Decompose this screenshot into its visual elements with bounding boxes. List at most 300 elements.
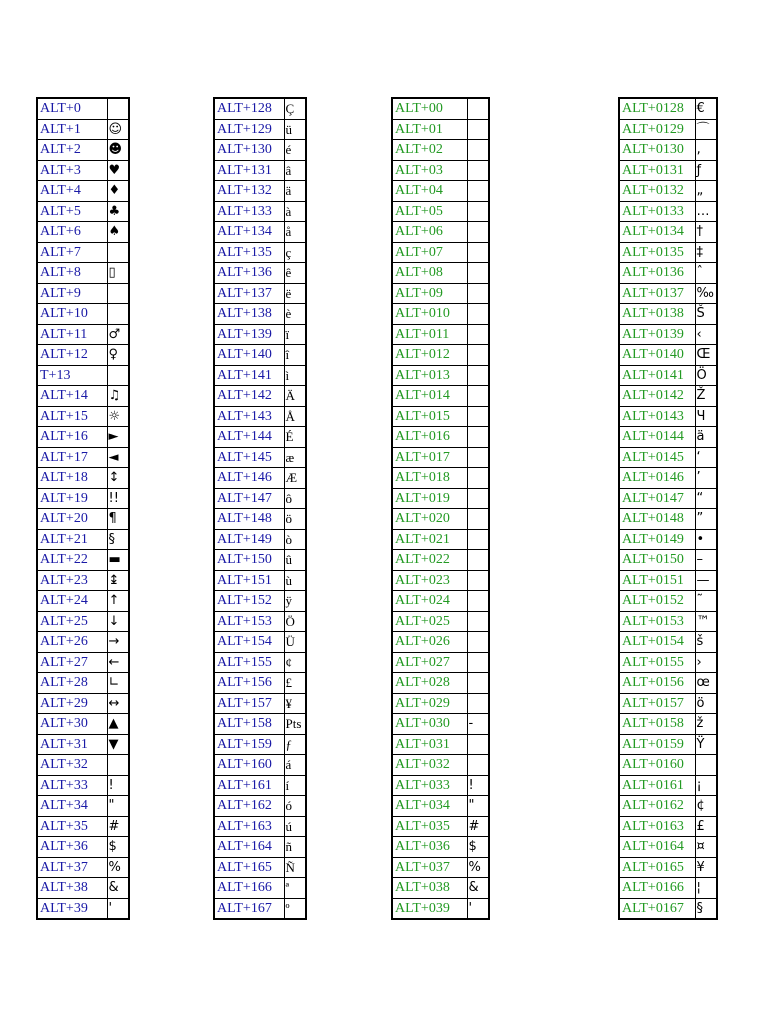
table-row bbox=[214, 611, 306, 632]
character-cell: † bbox=[695, 222, 717, 243]
alt-code-cell: ALT+03 bbox=[392, 160, 467, 181]
character-cell: è bbox=[284, 304, 306, 325]
alt-code-cell: ALT+139 bbox=[214, 324, 284, 345]
character-cell: „ bbox=[695, 181, 717, 202]
character-cell: # bbox=[467, 816, 489, 837]
alt-code-cell: ALT+0160 bbox=[619, 755, 695, 776]
table-row bbox=[214, 898, 306, 919]
character-cell: - bbox=[467, 714, 489, 735]
character-cell: Ä bbox=[284, 386, 306, 407]
character-cell: ☺ bbox=[107, 119, 129, 140]
character-cell: ♀ bbox=[107, 345, 129, 366]
character-cell: ↔ bbox=[107, 693, 129, 714]
alt-code-cell: ALT+05 bbox=[392, 201, 467, 222]
alt-code-cell: ALT+138 bbox=[214, 304, 284, 325]
table-row bbox=[214, 529, 306, 550]
character-cell: û bbox=[284, 550, 306, 571]
alt-code-cell: ALT+011 bbox=[392, 324, 467, 345]
alt-code-cell: ALT+012 bbox=[392, 345, 467, 366]
table-row bbox=[214, 878, 306, 899]
character-cell bbox=[467, 570, 489, 591]
table-row bbox=[214, 652, 306, 673]
table-row bbox=[619, 468, 717, 489]
alt-code-cell: ALT+0131 bbox=[619, 160, 695, 181]
alt-code-cell: ALT+16 bbox=[37, 427, 107, 448]
character-cell: Ч bbox=[695, 406, 717, 427]
table-row bbox=[619, 529, 717, 550]
character-cell: ↨ bbox=[107, 570, 129, 591]
character-cell: ♣ bbox=[107, 201, 129, 222]
table-row bbox=[214, 488, 306, 509]
table-row bbox=[392, 263, 489, 284]
alt-code-cell: ALT+128 bbox=[214, 98, 284, 119]
character-cell: ì bbox=[284, 365, 306, 386]
character-cell: ç bbox=[284, 242, 306, 263]
character-cell: ë bbox=[284, 283, 306, 304]
character-cell bbox=[467, 488, 489, 509]
table-row bbox=[37, 693, 129, 714]
table-row bbox=[37, 734, 129, 755]
character-cell: — bbox=[695, 570, 717, 591]
character-cell: º bbox=[284, 898, 306, 919]
alt-code-cell: ALT+0163 bbox=[619, 816, 695, 837]
alt-code-cell: ALT+0143 bbox=[619, 406, 695, 427]
alt-code-cell: ALT+0156 bbox=[619, 673, 695, 694]
table-row bbox=[392, 447, 489, 468]
alt-code-cell: ALT+04 bbox=[392, 181, 467, 202]
character-cell: ž bbox=[695, 714, 717, 735]
alt-code-table-3 bbox=[391, 97, 490, 920]
table-row bbox=[392, 898, 489, 919]
alt-code-cell: ALT+149 bbox=[214, 529, 284, 550]
alt-code-cell: ALT+21 bbox=[37, 529, 107, 550]
alt-code-cell: ALT+25 bbox=[37, 611, 107, 632]
table-row bbox=[37, 673, 129, 694]
character-cell: Ž bbox=[695, 386, 717, 407]
character-cell: ¥ bbox=[284, 693, 306, 714]
character-cell: ! bbox=[107, 775, 129, 796]
table-row bbox=[37, 427, 129, 448]
character-cell: ò bbox=[284, 529, 306, 550]
character-cell: $ bbox=[467, 837, 489, 858]
alt-code-cell: ALT+142 bbox=[214, 386, 284, 407]
alt-code-cell: ALT+8 bbox=[37, 263, 107, 284]
character-cell: ƒ bbox=[695, 160, 717, 181]
character-cell: ☻ bbox=[107, 140, 129, 161]
table-row bbox=[619, 632, 717, 653]
alt-code-cell: ALT+35 bbox=[37, 816, 107, 837]
table-row bbox=[619, 509, 717, 530]
alt-code-cell: ALT+0146 bbox=[619, 468, 695, 489]
character-cell: ¥ bbox=[695, 857, 717, 878]
table-row bbox=[392, 550, 489, 571]
table-row bbox=[37, 550, 129, 571]
table-row bbox=[619, 201, 717, 222]
character-cell: ♥ bbox=[107, 160, 129, 181]
character-cell bbox=[467, 550, 489, 571]
alt-code-cell: ALT+23 bbox=[37, 570, 107, 591]
character-cell: ♠ bbox=[107, 222, 129, 243]
character-cell: ¶ bbox=[107, 509, 129, 530]
table-row bbox=[37, 611, 129, 632]
alt-code-cell: ALT+6 bbox=[37, 222, 107, 243]
alt-code-cell: ALT+02 bbox=[392, 140, 467, 161]
table-row bbox=[619, 857, 717, 878]
alt-code-cell: ALT+0140 bbox=[619, 345, 695, 366]
alt-code-cell: ALT+4 bbox=[37, 181, 107, 202]
alt-code-cell: ALT+148 bbox=[214, 509, 284, 530]
table-row bbox=[619, 734, 717, 755]
alt-code-cell: ALT+0153 bbox=[619, 611, 695, 632]
alt-code-cell: ALT+33 bbox=[37, 775, 107, 796]
alt-code-cell: ALT+36 bbox=[37, 837, 107, 858]
table-row bbox=[392, 591, 489, 612]
table-row bbox=[619, 98, 717, 119]
character-cell: → bbox=[107, 632, 129, 653]
table-row bbox=[37, 652, 129, 673]
alt-code-cell: ALT+150 bbox=[214, 550, 284, 571]
table-row bbox=[619, 345, 717, 366]
table-row bbox=[392, 632, 489, 653]
table-row bbox=[392, 878, 489, 899]
alt-code-cell: ALT+030 bbox=[392, 714, 467, 735]
table-row bbox=[619, 242, 717, 263]
table-row bbox=[214, 386, 306, 407]
alt-code-cell: ALT+37 bbox=[37, 857, 107, 878]
table-body bbox=[37, 98, 129, 919]
table-row bbox=[37, 857, 129, 878]
alt-code-cell: ALT+0164 bbox=[619, 837, 695, 858]
alt-code-cell: ALT+161 bbox=[214, 775, 284, 796]
table-row bbox=[619, 304, 717, 325]
table-row bbox=[392, 673, 489, 694]
table-body bbox=[392, 98, 489, 919]
alt-code-cell: ALT+00 bbox=[392, 98, 467, 119]
character-cell: ▯ bbox=[107, 263, 129, 284]
alt-code-cell: ALT+0129 bbox=[619, 119, 695, 140]
alt-code-cell: ALT+19 bbox=[37, 488, 107, 509]
alt-code-cell: ALT+28 bbox=[37, 673, 107, 694]
table-row bbox=[214, 570, 306, 591]
table-row bbox=[214, 201, 306, 222]
table-row bbox=[619, 693, 717, 714]
table-row bbox=[619, 591, 717, 612]
character-cell: & bbox=[467, 878, 489, 899]
table-row bbox=[214, 447, 306, 468]
table-row bbox=[37, 837, 129, 858]
table-row bbox=[37, 365, 129, 386]
table-row bbox=[392, 222, 489, 243]
alt-code-cell: ALT+0134 bbox=[619, 222, 695, 243]
alt-code-cell: ALT+165 bbox=[214, 857, 284, 878]
table-row bbox=[37, 591, 129, 612]
alt-code-cell: ALT+0132 bbox=[619, 181, 695, 202]
alt-code-cell: ALT+26 bbox=[37, 632, 107, 653]
character-cell: Æ bbox=[284, 468, 306, 489]
table-row bbox=[619, 673, 717, 694]
character-cell: Ö bbox=[695, 365, 717, 386]
character-cell: ☼ bbox=[107, 406, 129, 427]
alt-code-cell: ALT+157 bbox=[214, 693, 284, 714]
alt-code-cell: ALT+0138 bbox=[619, 304, 695, 325]
character-cell bbox=[467, 468, 489, 489]
alt-code-cell: ALT+22 bbox=[37, 550, 107, 571]
character-cell bbox=[467, 345, 489, 366]
character-cell bbox=[107, 283, 129, 304]
character-cell: ♦ bbox=[107, 181, 129, 202]
character-cell: ä bbox=[284, 181, 306, 202]
alt-code-cell: ALT+0135 bbox=[619, 242, 695, 263]
character-cell: # bbox=[107, 816, 129, 837]
character-cell bbox=[467, 98, 489, 119]
table-row bbox=[214, 714, 306, 735]
alt-code-cell: ALT+0128 bbox=[619, 98, 695, 119]
table-row bbox=[392, 427, 489, 448]
alt-code-cell: ALT+0165 bbox=[619, 857, 695, 878]
table-row bbox=[214, 140, 306, 161]
character-cell: ▲ bbox=[107, 714, 129, 735]
alt-code-cell: ALT+11 bbox=[37, 324, 107, 345]
table-row bbox=[37, 570, 129, 591]
table-row bbox=[392, 755, 489, 776]
character-cell: ó bbox=[284, 796, 306, 817]
character-cell: ! bbox=[467, 775, 489, 796]
character-cell: ö bbox=[284, 509, 306, 530]
alt-code-cell: ALT+30 bbox=[37, 714, 107, 735]
alt-code-cell: ALT+029 bbox=[392, 693, 467, 714]
alt-code-cell: ALT+0142 bbox=[619, 386, 695, 407]
alt-code-cell: ALT+162 bbox=[214, 796, 284, 817]
table-row bbox=[619, 283, 717, 304]
alt-code-cell: ALT+026 bbox=[392, 632, 467, 653]
character-cell: ˜ bbox=[695, 591, 717, 612]
character-cell: • bbox=[695, 529, 717, 550]
alt-code-cell: ALT+160 bbox=[214, 755, 284, 776]
alt-code-cell: ALT+019 bbox=[392, 488, 467, 509]
table-row bbox=[619, 263, 717, 284]
table-row bbox=[214, 857, 306, 878]
character-cell bbox=[467, 324, 489, 345]
character-cell bbox=[467, 263, 489, 284]
character-cell: % bbox=[467, 857, 489, 878]
character-cell: î bbox=[284, 345, 306, 366]
table-row bbox=[37, 775, 129, 796]
alt-code-cell: ALT+0155 bbox=[619, 652, 695, 673]
character-cell bbox=[107, 242, 129, 263]
alt-code-cell: ALT+014 bbox=[392, 386, 467, 407]
table-row bbox=[392, 242, 489, 263]
alt-code-cell: ALT+7 bbox=[37, 242, 107, 263]
table-row bbox=[37, 304, 129, 325]
character-cell: ' bbox=[107, 898, 129, 919]
alt-code-cell: ALT+1 bbox=[37, 119, 107, 140]
table-row bbox=[392, 796, 489, 817]
table-row bbox=[37, 796, 129, 817]
table-row bbox=[37, 263, 129, 284]
table-row bbox=[392, 304, 489, 325]
alt-code-cell: ALT+145 bbox=[214, 447, 284, 468]
alt-code-cell: ALT+136 bbox=[214, 263, 284, 284]
alt-code-cell: ALT+134 bbox=[214, 222, 284, 243]
alt-code-cell: ALT+09 bbox=[392, 283, 467, 304]
table-row bbox=[214, 837, 306, 858]
alt-code-cell: ALT+0133 bbox=[619, 201, 695, 222]
alt-code-cell: ALT+27 bbox=[37, 652, 107, 673]
alt-code-cell: ALT+0149 bbox=[619, 529, 695, 550]
table-row bbox=[37, 816, 129, 837]
character-cell bbox=[467, 406, 489, 427]
character-cell: Ÿ bbox=[695, 734, 717, 755]
table-row bbox=[214, 468, 306, 489]
character-cell: § bbox=[695, 898, 717, 919]
character-cell bbox=[107, 365, 129, 386]
character-cell bbox=[467, 693, 489, 714]
character-cell: ˆ bbox=[695, 263, 717, 284]
alt-code-cell: ALT+39 bbox=[37, 898, 107, 919]
table-row bbox=[214, 734, 306, 755]
character-cell: à bbox=[284, 201, 306, 222]
alt-code-cell: ALT+18 bbox=[37, 468, 107, 489]
table-row bbox=[214, 222, 306, 243]
alt-code-cell: ALT+028 bbox=[392, 673, 467, 694]
character-cell: á bbox=[284, 755, 306, 776]
alt-code-cell: ALT+154 bbox=[214, 632, 284, 653]
table-row bbox=[619, 775, 717, 796]
character-cell: ← bbox=[107, 652, 129, 673]
table-row bbox=[619, 755, 717, 776]
character-cell: £ bbox=[284, 673, 306, 694]
character-cell: ▬ bbox=[107, 550, 129, 571]
character-cell: ú bbox=[284, 816, 306, 837]
alt-code-cell: ALT+146 bbox=[214, 468, 284, 489]
character-cell: ↑ bbox=[107, 591, 129, 612]
alt-code-cell: ALT+0136 bbox=[619, 263, 695, 284]
table-row bbox=[619, 324, 717, 345]
character-cell: ÿ bbox=[284, 591, 306, 612]
character-cell: ü bbox=[284, 119, 306, 140]
alt-code-cell: ALT+013 bbox=[392, 365, 467, 386]
table-row bbox=[619, 652, 717, 673]
character-cell bbox=[467, 201, 489, 222]
character-cell bbox=[467, 242, 489, 263]
character-cell bbox=[467, 160, 489, 181]
alt-code-cell: ALT+0148 bbox=[619, 509, 695, 530]
alt-code-cell: ALT+018 bbox=[392, 468, 467, 489]
table-row bbox=[214, 816, 306, 837]
character-cell: ‚ bbox=[695, 140, 717, 161]
table-row bbox=[392, 529, 489, 550]
character-cell bbox=[467, 632, 489, 653]
character-cell bbox=[695, 755, 717, 776]
character-cell: ñ bbox=[284, 837, 306, 858]
table-row bbox=[37, 283, 129, 304]
table-row bbox=[37, 345, 129, 366]
table-row bbox=[37, 468, 129, 489]
table-row bbox=[392, 201, 489, 222]
table-row bbox=[619, 181, 717, 202]
alt-code-cell: ALT+10 bbox=[37, 304, 107, 325]
alt-code-cell: ALT+166 bbox=[214, 878, 284, 899]
alt-code-cell: ALT+3 bbox=[37, 160, 107, 181]
table-row bbox=[214, 98, 306, 119]
table-row bbox=[619, 796, 717, 817]
alt-code-cell: ALT+021 bbox=[392, 529, 467, 550]
table-row bbox=[392, 734, 489, 755]
table-row bbox=[619, 365, 717, 386]
alt-code-cell: ALT+153 bbox=[214, 611, 284, 632]
table-row bbox=[37, 242, 129, 263]
alt-code-cell: ALT+034 bbox=[392, 796, 467, 817]
table-row bbox=[37, 406, 129, 427]
alt-code-cell: ALT+0158 bbox=[619, 714, 695, 735]
alt-code-cell: ALT+140 bbox=[214, 345, 284, 366]
alt-code-cell: ALT+144 bbox=[214, 427, 284, 448]
alt-code-cell: ALT+167 bbox=[214, 898, 284, 919]
table-row bbox=[619, 714, 717, 735]
alt-code-cell: ALT+027 bbox=[392, 652, 467, 673]
alt-code-cell: ALT+015 bbox=[392, 406, 467, 427]
alt-code-cell: ALT+032 bbox=[392, 755, 467, 776]
table-row bbox=[392, 488, 489, 509]
character-cell: – bbox=[695, 550, 717, 571]
character-cell bbox=[467, 181, 489, 202]
table-row bbox=[37, 140, 129, 161]
alt-code-cell: ALT+132 bbox=[214, 181, 284, 202]
alt-code-cell: ALT+147 bbox=[214, 488, 284, 509]
alt-code-table-1 bbox=[36, 97, 130, 920]
character-cell: Œ bbox=[695, 345, 717, 366]
character-cell: ö bbox=[695, 693, 717, 714]
character-cell bbox=[467, 119, 489, 140]
character-cell: å bbox=[284, 222, 306, 243]
character-cell: ô bbox=[284, 488, 306, 509]
table-row bbox=[619, 140, 717, 161]
table-row bbox=[214, 796, 306, 817]
table-row bbox=[214, 119, 306, 140]
table-row bbox=[392, 468, 489, 489]
table-row bbox=[619, 447, 717, 468]
character-cell: ∟ bbox=[107, 673, 129, 694]
alt-code-cell: ALT+010 bbox=[392, 304, 467, 325]
table-row bbox=[392, 406, 489, 427]
table-row bbox=[214, 509, 306, 530]
character-cell: … bbox=[695, 201, 717, 222]
table-row bbox=[37, 488, 129, 509]
character-cell: ¡ bbox=[695, 775, 717, 796]
alt-code-cell: ALT+130 bbox=[214, 140, 284, 161]
character-cell: ¤ bbox=[695, 837, 717, 858]
alt-code-cell: T+13 bbox=[37, 365, 107, 386]
table-body bbox=[619, 98, 717, 919]
table-row bbox=[214, 775, 306, 796]
table-row bbox=[619, 427, 717, 448]
table-row bbox=[392, 570, 489, 591]
table-row bbox=[214, 181, 306, 202]
table-row bbox=[392, 98, 489, 119]
alt-code-cell: ALT+0167 bbox=[619, 898, 695, 919]
character-cell: í bbox=[284, 775, 306, 796]
alt-code-cell: ALT+0157 bbox=[619, 693, 695, 714]
alt-code-cell: ALT+022 bbox=[392, 550, 467, 571]
table-row bbox=[619, 898, 717, 919]
alt-code-cell: ALT+24 bbox=[37, 591, 107, 612]
character-cell: ‘ bbox=[695, 447, 717, 468]
alt-code-cell: ALT+2 bbox=[37, 140, 107, 161]
alt-code-cell: ALT+133 bbox=[214, 201, 284, 222]
alt-code-cell: ALT+137 bbox=[214, 283, 284, 304]
alt-code-cell: ALT+039 bbox=[392, 898, 467, 919]
character-cell: !! bbox=[107, 488, 129, 509]
